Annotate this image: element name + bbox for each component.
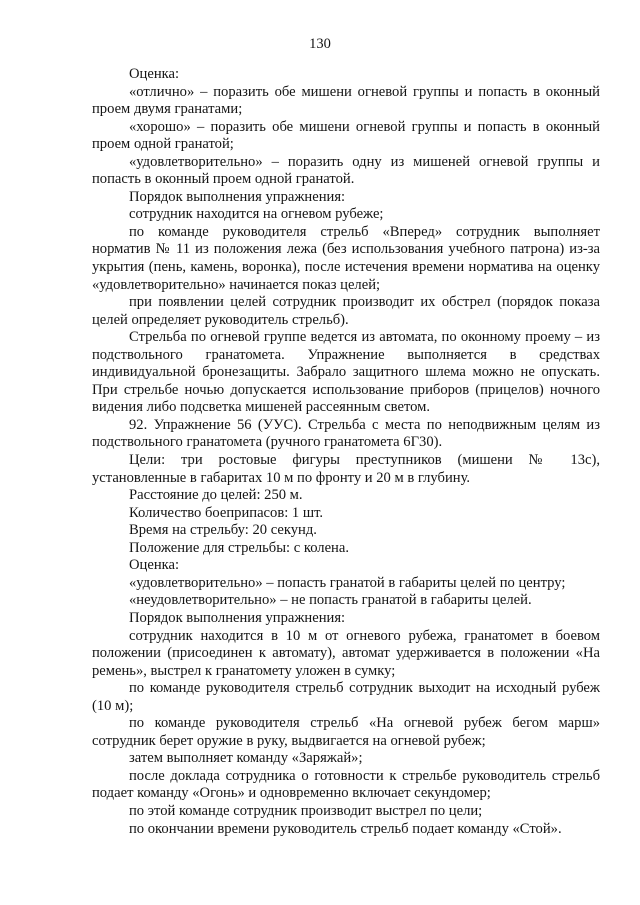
paragraph: затем выполняет команду «Заряжай»; bbox=[129, 750, 363, 767]
paragraph: Количество боеприпасов: 1 шт. bbox=[129, 504, 324, 521]
paragraph: «удовлетворительно» – поразить одну из мишеней огневой группы и попасть в оконный проем одной гранатой. bbox=[92, 153, 600, 188]
paragraph: Оценка: bbox=[129, 66, 180, 82]
paragraph: Порядок выполнения упражнения: bbox=[129, 188, 346, 205]
paragraph: по команде руководителя стрельб «Вперед» сотрудник выполняет норматив № 11 из положения лежа (без использования учебного патрона) из-за укрытия (пень, камень, воронка), после истечения времени норматива на оценку «удовлетворительно» начинается показ целей; bbox=[92, 223, 600, 293]
paragraph: Положение для стрельбы: с колена. bbox=[129, 539, 349, 556]
paragraph: Расстояние до целей: 250 м. bbox=[129, 487, 303, 504]
paragraph: по этой команде сотрудник производит выстрел по цели; bbox=[129, 802, 483, 819]
paragraph: Оценка: bbox=[129, 557, 180, 574]
paragraph: «неудовлетворительно» – не попасть гранатой в габариты целей. bbox=[129, 592, 532, 609]
paragraph: по команде руководителя стрельб «На огневой рубеж бегом марш» сотрудник берет оружие в руку, выдвигается на огневой рубеж; bbox=[92, 715, 600, 749]
page-number: 130 bbox=[309, 36, 331, 52]
paragraph: Цели: три ростовые фигуры преступников (мишени № 13с), установленные в габаритах 10 м по фронту и 20 м в глубину. bbox=[92, 452, 600, 486]
paragraph: «отлично» – поразить обе мишени огневой группы и попасть в оконный проем двумя гранатами; bbox=[92, 83, 600, 118]
paragraph: по команде руководителя стрельб сотрудник выходит на исходный рубеж (10 м); bbox=[92, 680, 600, 714]
paragraph: по окончании времени руководитель стрельб подает команду «Стой». bbox=[129, 820, 562, 837]
paragraph: сотрудник находится в 10 м от огневого рубежа, гранатомет в боевом положении (присоединен к автомату), автомат удерживается в положении «На ремень», выстрел к гранатомету уложен в сумку; bbox=[92, 627, 600, 679]
paragraph: Время на стрельбу: 20 секунд. bbox=[129, 522, 317, 539]
section-heading: 92. Упражнение 56 (УУС). Стрельба с места по неподвижным целям из подствольного гранатомета (ручного гранатомета 6Г30). bbox=[92, 416, 600, 451]
paragraph: при появлении целей сотрудник производит их обстрел (порядок показа целей определяет руководитель стрельб). bbox=[92, 294, 600, 328]
paragraph: после доклада сотрудника о готовности к стрельбе руководитель стрельб подает команду «Огонь» и одновременно включает секундомер; bbox=[92, 767, 600, 802]
paragraph: «хорошо» – поразить обе мишени огневой группы и попасть в оконный проем одной гранатой; bbox=[92, 118, 600, 153]
paragraph: сотрудник находится на огневом рубеже; bbox=[129, 206, 384, 223]
paragraph: Порядок выполнения упражнения: bbox=[129, 609, 346, 626]
body-text bbox=[92, 66, 600, 838]
paragraph: Стрельба по огневой группе ведется из автомата, по оконному проему – из подствольного гранатомета. Упражнение выполняется в средствах индивидуальной бронезащиты. Забрало защитного шлема можно не опускать. При стрельбе ночью допускается использование приборов (прицелов) ночного видения либо подсветка мишеней рассеянным светом. bbox=[92, 329, 600, 416]
paragraph: «удовлетворительно» – попасть гранатой в габариты целей по центру; bbox=[129, 574, 566, 591]
